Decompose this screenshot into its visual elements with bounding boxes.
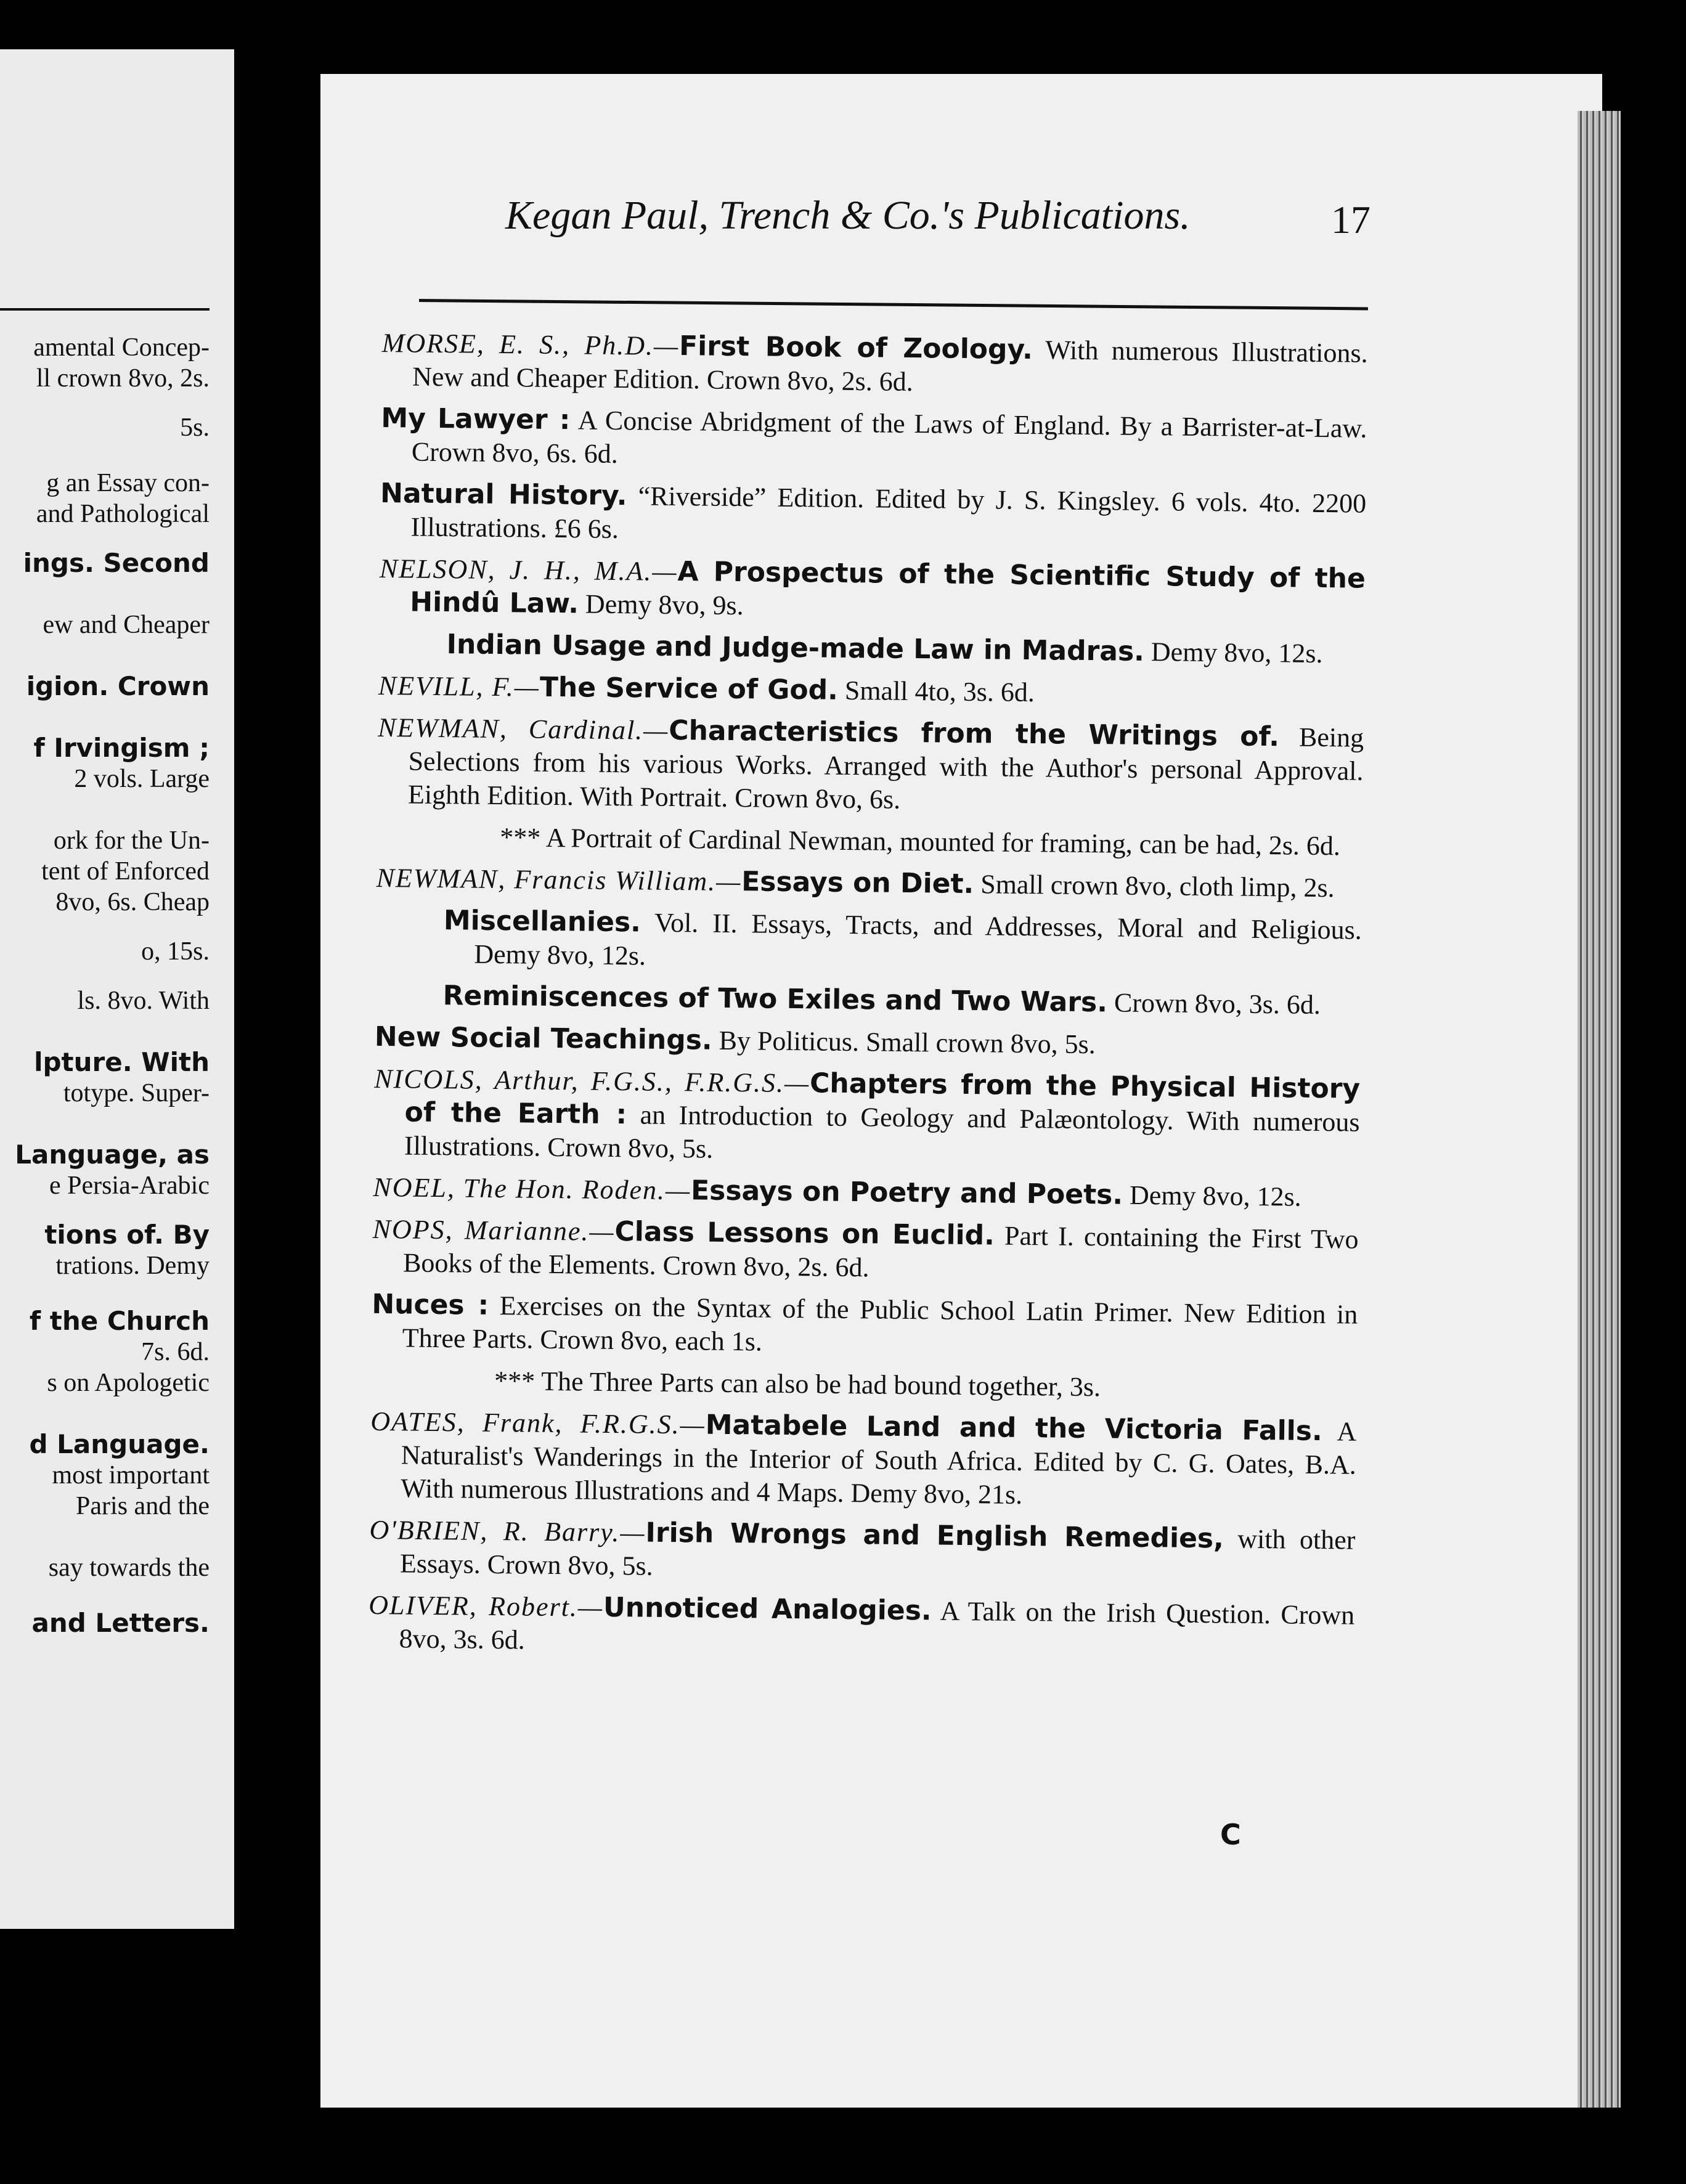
entry-description: Demy 8vo, 12s. <box>1122 1180 1301 1212</box>
catalogue-entry <box>373 1062 1361 1173</box>
left-page-line: f Irvingism ; <box>33 733 210 763</box>
entry-description: Demy 8vo, 12s. <box>1144 636 1323 669</box>
entry-author: NEVILL, F.— <box>378 670 540 703</box>
left-page-line: trations. Demy <box>55 1252 210 1280</box>
left-page-line: lpture. With <box>34 1047 210 1077</box>
catalogue-entry <box>370 1405 1357 1515</box>
catalogue-entry <box>376 862 1362 905</box>
left-page-line: f the Church <box>29 1306 210 1336</box>
entry-description: Crown 8vo, 3s. 6d. <box>1107 987 1321 1021</box>
catalogue-entry <box>371 1363 1357 1407</box>
left-page-line: totype. Super- <box>63 1079 210 1107</box>
left-page-line: tent of Enforced <box>41 857 210 886</box>
entry-description: Vol. II. Essays, Tracts, and Addresses, Moral and Religious. Demy 8vo, 12s. <box>474 907 1362 971</box>
catalogue-entry <box>377 711 1364 821</box>
entry-description: Small 4to, 3s. 6d. <box>837 675 1035 708</box>
left-page-header-rule <box>0 308 210 311</box>
entry-title: Matabele Land and the Victoria Falls. <box>705 1409 1322 1448</box>
entry-description: Part I. containing the First Two Books of the Elements. Crown 8vo, 2s. 6d. <box>402 1220 1359 1283</box>
entry-title: Miscellanies. <box>443 905 641 939</box>
catalogue-entry <box>373 1171 1359 1215</box>
left-page-line: and Letters. <box>31 1608 210 1638</box>
entry-description: with other Essays. Crown 8vo, 5s. <box>399 1523 1356 1581</box>
left-page-line: Paris and the <box>76 1492 210 1520</box>
catalogue-entries <box>368 327 1368 1674</box>
entry-title: A Prospectus of the Scientific Study of the Hindû Law. <box>410 556 1366 620</box>
catalogue-entry <box>375 903 1362 980</box>
left-page-line: ls. 8vo. With <box>77 987 210 1015</box>
entry-author: NICOLS, Arthur, F.G.S., F.R.G.S.— <box>373 1063 810 1099</box>
entry-description: *** The Three Parts can also be had bound together, 3s. <box>494 1366 1101 1403</box>
left-page-line: and Pathological <box>36 500 210 528</box>
catalogue-entry <box>368 1589 1354 1666</box>
entry-description: A Naturalist's Wanderings in the Interior of South Africa. Edited by C. G. Oates, B.A. With numerous Illustrations and 4 Maps. Demy 8vo, 21s. <box>401 1416 1357 1510</box>
entry-title: Natural History. <box>380 477 627 512</box>
entry-description: Demy 8vo, 9s. <box>578 589 744 621</box>
left-page-line: igion. Crown <box>26 671 210 701</box>
entry-title: Reminiscences of Two Exiles and Two Wars. <box>442 980 1108 1019</box>
left-page-line: s on Apologetic <box>47 1369 210 1397</box>
left-page-line: most important <box>52 1461 210 1489</box>
entry-author: O'BRIEN, R. Barry.— <box>369 1514 646 1548</box>
entry-description: A Concise Abridgment of the Laws of England. By a Barrister-at-Law. Crown 8vo, 6s. 6d. <box>411 405 1367 470</box>
left-page-line: ew and Cheaper <box>43 611 210 639</box>
entry-author: OATES, Frank, F.R.G.S.— <box>370 1406 706 1440</box>
entry-title: Class Lessons on Euclid. <box>614 1216 995 1252</box>
catalogue-entry <box>381 402 1367 479</box>
catalogue-entry <box>378 669 1364 713</box>
entry-title: First Book of Zoology. <box>678 330 1033 366</box>
left-page-line: amental Concep- <box>33 333 210 362</box>
entry-description: By Politicus. Small crown 8vo, 5s. <box>712 1025 1096 1060</box>
left-page-line: Language, as <box>15 1139 210 1170</box>
entry-description: A Talk on the Irish Question. Crown 8vo, 3s. 6d. <box>399 1595 1355 1655</box>
entry-description: With numerous Illustrations. New and Cheaper Edition. Crown 8vo, 2s. 6d. <box>412 335 1368 397</box>
entry-author: MORSE, E. S., Ph.D.— <box>381 327 680 362</box>
entry-description: Exercises on the Syntax of the Public School Latin Primer. New Edition in Three Parts. Crown 8vo, each 1s. <box>402 1290 1358 1357</box>
catalogue-entry <box>378 627 1364 671</box>
left-page-line: tions of. By <box>44 1220 210 1250</box>
catalogue-entry <box>379 552 1366 629</box>
entry-description: “Riverside” Edition. Edited by J. S. Kingsley. 6 vols. 4to. 2200 Illustrations. £6 6s. <box>410 481 1367 545</box>
entry-author: NOEL, The Hon. Roden.— <box>373 1171 691 1206</box>
entry-title: Indian Usage and Judge-made Law in Madras. <box>446 629 1145 667</box>
entry-description: *** A Portrait of Cardinal Newman, mounted for framing, can be had, 2s. 6d. <box>500 822 1341 862</box>
entry-title: My Lawyer : <box>381 402 571 436</box>
entry-title: Nuces : <box>372 1288 489 1321</box>
left-page-line: e Persia-Arabic <box>49 1171 210 1200</box>
left-page-line: 7s. 6d. <box>141 1338 210 1366</box>
entry-title: Essays on Diet. <box>741 866 974 900</box>
running-title: Kegan Paul, Trench & Co.'s Publications. <box>505 193 1191 238</box>
entry-author: NELSON, J. H., M.A.— <box>379 553 678 587</box>
entry-title: Unnoticed Analogies. <box>603 1591 932 1627</box>
entry-title: Irish Wrongs and English Remedies, <box>645 1517 1224 1555</box>
entry-author: NOPS, Marianne.— <box>372 1213 615 1247</box>
catalogue-entry <box>377 820 1362 863</box>
page-number: 17 <box>1331 198 1370 242</box>
entry-title: Essays on Poetry and Poets. <box>690 1175 1123 1211</box>
catalogue-entry <box>372 1213 1359 1290</box>
left-page-line: 5s. <box>180 414 210 442</box>
catalogue-entry <box>372 1288 1358 1365</box>
left-page-line: ings. Second <box>23 548 210 578</box>
entry-title: The Service of God. <box>539 671 839 706</box>
entry-title: Chapters from the Physical History of the Earth : <box>404 1067 1361 1131</box>
entry-author: NEWMAN, Francis William.— <box>376 862 742 897</box>
previous-page-fragment <box>0 49 234 1929</box>
entry-description: Being Selections from his various Works. Arranged with the Author's personal Approval. Eighth Edition. With Portrait. Crown 8vo, 6s. <box>407 722 1364 815</box>
page-gutter <box>234 0 320 2184</box>
left-page-line: 2 vols. Large <box>74 765 210 793</box>
page-edge <box>1578 111 1621 2108</box>
entry-author: OLIVER, Robert.— <box>369 1589 604 1623</box>
catalogue-entry <box>369 1514 1356 1591</box>
entry-title: Characteristics from the Writings of. <box>669 714 1280 753</box>
left-page-line: ork for the Un- <box>53 826 210 855</box>
left-page-line: say towards the <box>48 1554 210 1582</box>
left-page-line: g an Essay con- <box>46 469 210 497</box>
catalogue-entry <box>380 477 1366 554</box>
entry-description: Small crown 8vo, cloth limp, 2s. <box>974 869 1335 903</box>
catalogue-entry <box>375 979 1361 1022</box>
left-page-line: o, 15s. <box>141 937 210 966</box>
left-page-line: ll crown 8vo, 2s. <box>36 364 210 393</box>
entry-author: NEWMAN, Cardinal.— <box>377 712 669 746</box>
catalogue-entry <box>381 327 1368 404</box>
entry-description: an Introduction to Geology and Palæontology. With numerous Illustrations. Crown 8vo, 5s. <box>404 1099 1360 1164</box>
left-page-line: 8vo, 6s. Cheap <box>55 888 210 916</box>
entry-title: New Social Teachings. <box>374 1021 712 1056</box>
left-page-line: d Language. <box>29 1429 210 1459</box>
signature-mark: C <box>1220 1818 1241 1851</box>
catalogue-entry <box>375 1021 1361 1064</box>
